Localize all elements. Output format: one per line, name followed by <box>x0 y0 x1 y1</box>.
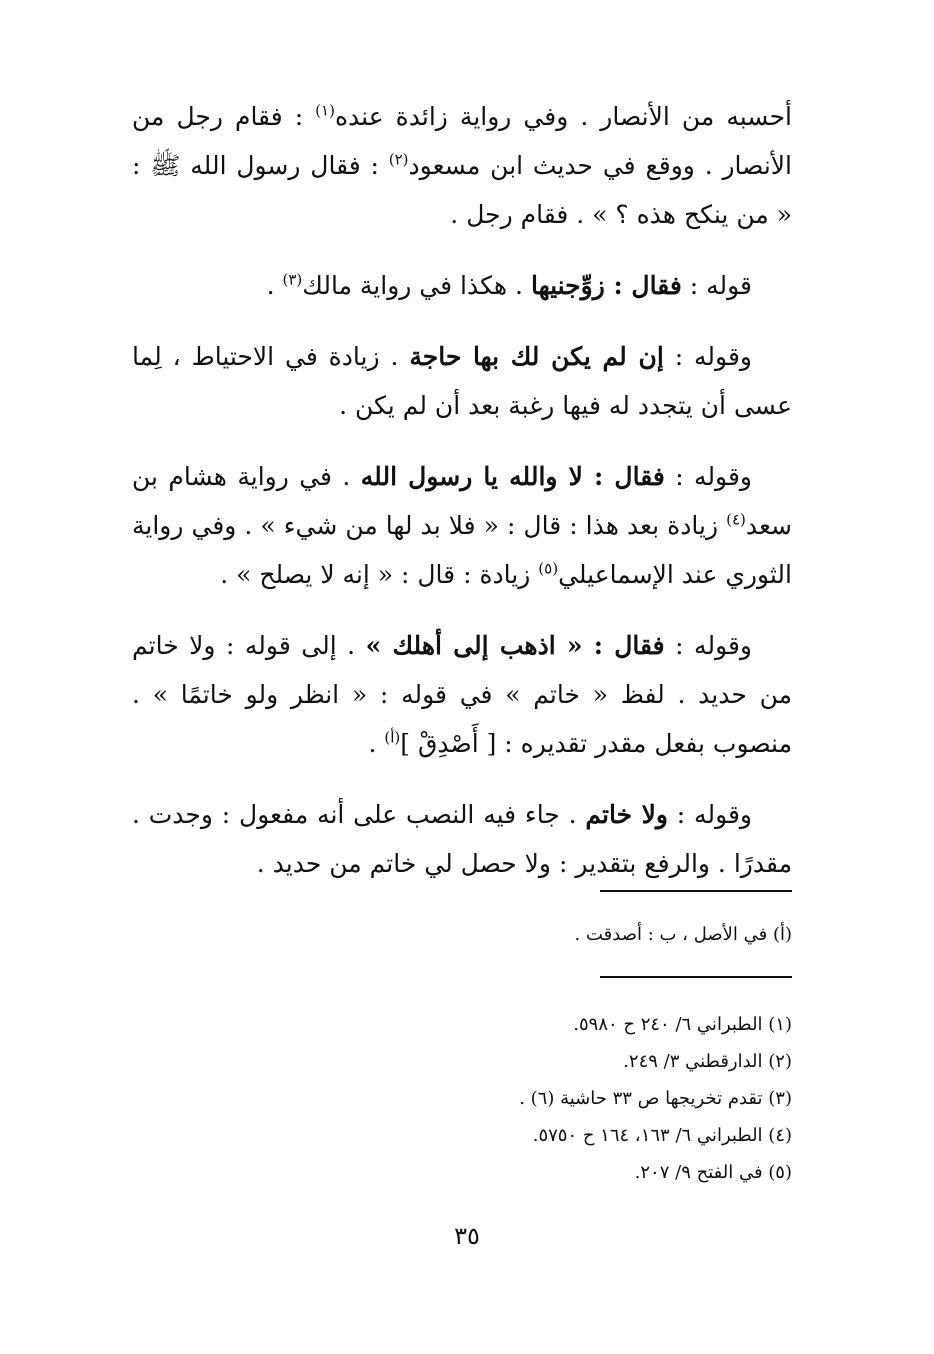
footnote-divider-top <box>600 890 792 892</box>
quoted-phrase: فقال : لا والله يا رسول الله <box>360 462 665 491</box>
paragraph-6 <box>132 790 792 888</box>
footnote-2: (٢) الدارقطني ٣/ ٢٤٩. <box>623 1051 792 1072</box>
text-run: . <box>266 271 283 300</box>
footnote-3: (٣) تقدم تخريجها ص ٣٣ حاشية (٦) . <box>519 1088 792 1109</box>
editorial-note: (أ) في الأصل ، ب : أصدقت . <box>574 924 792 945</box>
footnote-4: (٤) الطبراني ٦/ ١٦٣، ١٦٤ ح ٥٧٥٠. <box>532 1125 792 1146</box>
text-run: . <box>368 729 385 758</box>
text-run: . زيادة في الاحتياط ، لِما عسى أن يتجدد له فيها رغبة بعد أن لم يكن . <box>132 342 792 420</box>
text-run: وقوله : <box>664 462 752 491</box>
text-run: زيادة : قال : « إنه لا يصلح » . <box>220 560 539 589</box>
footnote-ref: (أ) <box>384 728 401 747</box>
paragraph-3 <box>132 332 792 430</box>
text-run: أحسبه من الأنصار . وفي رواية زائدة عنده <box>334 102 792 131</box>
paragraph-5 <box>132 621 792 768</box>
footnote-ref: (٣) <box>282 270 303 289</box>
footnote-1: (١) الطبراني ٦/ ٢٤٠ ح ٥٩٨٠. <box>573 1014 792 1035</box>
paragraph-2 <box>132 261 792 310</box>
text-run: : فقام رجل من الأنصار . ووقع في حديث ابن مسعود <box>132 102 792 180</box>
footnote-ref: (٥) <box>538 559 559 578</box>
text-run: . في رواية هشام بن سعد <box>132 462 792 540</box>
quoted-phrase: فقال : زوِّجنيها <box>530 271 682 300</box>
quoted-phrase: ولا خاتم <box>585 800 668 829</box>
paragraph-1 <box>132 92 792 239</box>
footnotes <box>132 1006 792 1191</box>
footnote-divider-bottom <box>600 976 792 978</box>
footnote-ref: (١) <box>315 101 335 120</box>
footnote-ref: (٤) <box>726 510 746 529</box>
text-run: وقوله : <box>664 631 753 660</box>
text-run: . إلى قوله : ولا خاتم من حديد . لفظ « خاتم » في قوله : « انظر ولو خاتمًا » . منصوب بفعل مقدر تقديره : [ أَصْدِقْ ] <box>132 631 792 758</box>
paragraph-4 <box>132 452 792 599</box>
quoted-phrase: إن لم يكن لك بها حاجة <box>409 342 664 371</box>
text-run: . جاء فيه النصب على أنه مفعول : وجدت . مقدرًا . والرفع بتقدير : ولا حصل لي خاتم من حديد . <box>132 800 792 878</box>
text-run: زيادة بعد هذا : قال : « فلا بد لها من شيء » . وفي رواية الثوري عند الإسماعيلي <box>132 511 792 589</box>
main-text <box>132 92 792 910</box>
page-number: ٣٥ <box>454 1222 480 1250</box>
text-run: وقوله : <box>663 342 752 371</box>
text-run: وقوله : <box>667 800 753 829</box>
text-run: قوله : <box>681 271 752 300</box>
quoted-phrase: فقال : « اذهب إلى أهلك » <box>365 631 665 660</box>
text-run: . هكذا في رواية مالك <box>302 271 531 300</box>
footnote-ref: (٢) <box>388 150 409 169</box>
footnote-5: (٥) في الفتح ٩/ ٢٠٧. <box>634 1162 792 1183</box>
text-run: : فقال رسول الله ﷺ : « من ينكح هذه ؟ » . فقام رجل . <box>132 151 792 229</box>
